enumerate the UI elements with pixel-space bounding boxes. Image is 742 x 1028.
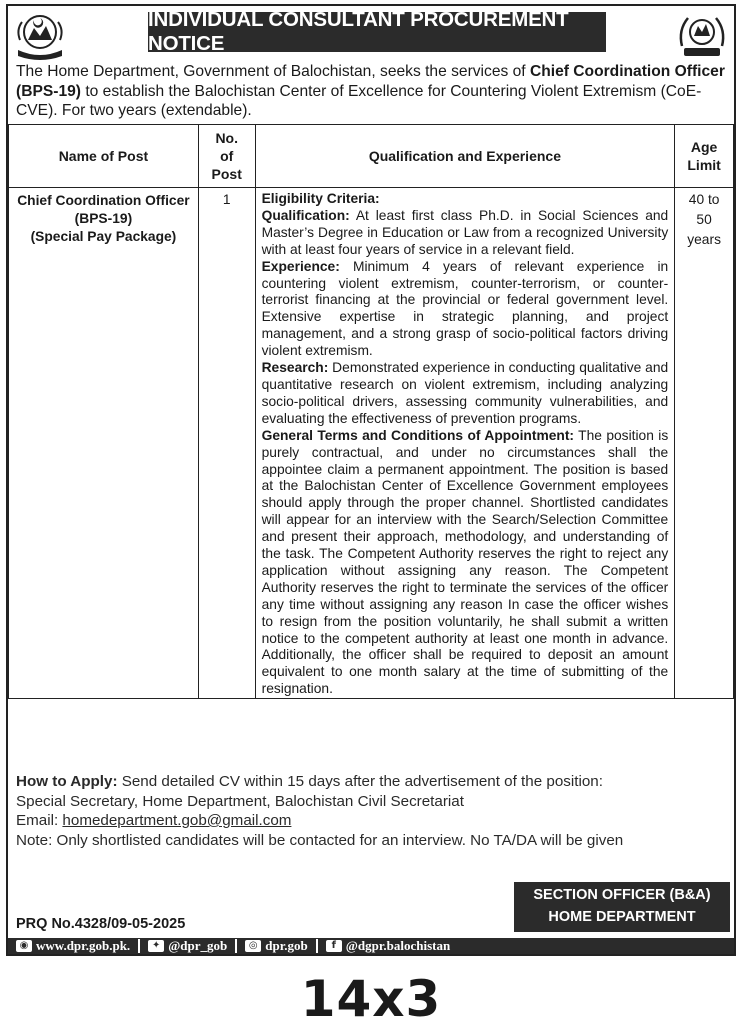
post-name-line1: Chief Coordination Officer — [17, 193, 190, 208]
experience-label: Experience: — [261, 258, 340, 274]
footer-twitter-text: @dpr_gob — [168, 938, 228, 953]
qualification-label: Qualification: — [261, 207, 350, 223]
intro-text-1: The Home Department, Government of Balochistan, seeks the services of — [16, 63, 530, 80]
header-no-line1: No. — [215, 130, 238, 146]
header-qualification: Qualification and Experience — [255, 125, 675, 188]
footer-instagram-text: dpr.gob — [265, 938, 308, 953]
research-label: Research: — [261, 360, 329, 376]
signature-box — [514, 882, 730, 932]
header-age-line1: Age — [690, 139, 718, 155]
research-paragraph — [262, 360, 669, 428]
email-link[interactable]: homedepartment.gob@gmail.com — [62, 812, 292, 829]
age-line2: 50 — [696, 212, 712, 227]
intro-paragraph — [16, 62, 730, 121]
terms-label: General Terms and Conditions of Appointment: — [261, 427, 575, 443]
signature-line1: SECTION OFFICER (B&A) — [533, 887, 711, 903]
post-count-cell: 1 — [198, 188, 255, 699]
apply-address: Special Secretary, Home Department, Balochistan Civil Secretariat — [16, 792, 464, 810]
post-name-line2: (BPS-19) — [74, 211, 133, 226]
intro-post-title: Chief Coordination Officer (BPS-19) — [16, 63, 725, 100]
table-header-row — [9, 125, 734, 188]
globe-icon: ◉ — [16, 940, 32, 952]
footer-website-text: www.dpr.gob.pk. — [36, 938, 131, 953]
experience-paragraph — [262, 259, 669, 360]
posts-table — [8, 124, 734, 699]
header-age-line2: Limit — [687, 157, 721, 173]
qualification-text: At least first class Ph.D. in Social Sciences and Master’s Degree in Education or Law from a recognized University with at least four years of service in a relevant field. — [261, 207, 669, 257]
ad-size-label: 14x3 — [300, 970, 442, 1028]
header-age-limit — [675, 125, 734, 188]
footer-website[interactable] — [8, 938, 138, 954]
notice-title: INDIVIDUAL CONSULTANT PROCUREMENT NOTICE — [148, 12, 606, 52]
qualification-cell — [255, 188, 675, 699]
apply-instruction — [16, 772, 732, 792]
eligibility-heading: Eligibility Criteria: — [261, 191, 380, 206]
experience-text: Minimum 4 years of relevant experience in countering violent extremism, counter-terrorism, or counter-terrorist financing at the provincial or federal government level. Extensive expertise in strategic planning, and project management, and a strong grasp of socio-political factors driving violent extremism. — [261, 258, 669, 359]
terms-text: The position is purely contractual, and under no circumstances shall the appointee claim a permanent appointment. The position is based at the Balochistan Center of Excellence Government employees should apply through the proper channel. Shortlisted candidates will appear for an interview with the Search/Selection Committee and present their approach, methodology, and understanding of the task. The Competent Authority reserves the right to reject any application without assigning any reason. The Competent Authority reserves the right to terminate the services of the officer any time without assigning any reason In case the officer wishes to resign from the position voluntarily, he shall submit a written notice to the competent authority at least one month in advance. Additionally, the officer shall be required to deposit an amount equivalent to one month salary at the time of submitting of the resignation. — [261, 427, 669, 697]
footer-facebook[interactable] — [318, 938, 458, 954]
prq-number: PRQ No.4328/09-05-2025 — [16, 916, 186, 932]
footer-instagram[interactable] — [237, 938, 316, 954]
facebook-icon: f — [326, 940, 342, 952]
twitter-icon: ✦ — [148, 940, 164, 952]
terms-paragraph — [262, 428, 669, 699]
header-no-line3: Post — [211, 166, 242, 182]
footer-facebook-text: @dgpr.balochistan — [345, 938, 451, 953]
header-no-line2: of — [220, 148, 234, 164]
home-department-emblem-icon — [674, 10, 730, 62]
age-limit-cell — [675, 188, 734, 699]
age-line1: 40 to — [688, 192, 720, 207]
balochistan-emblem-icon — [12, 10, 68, 62]
apply-label: How to Apply: — [16, 773, 118, 790]
table-row — [9, 188, 734, 699]
qualification-paragraph — [262, 208, 669, 259]
header-no-of-post — [198, 125, 255, 188]
research-text: Demonstrated experience in conducting qualitative and quantitative research on violent extremism, including analyzing socio-political drivers, assessing community vulnerabilities, and evaluating the effectiveness of prevention programs. — [261, 360, 669, 426]
apply-text: Send detailed CV within 15 days after the advertisement of the position: — [117, 773, 603, 790]
instagram-icon: ◎ — [245, 940, 261, 952]
footer-twitter[interactable] — [140, 938, 235, 954]
signature-line2: HOME DEPARTMENT — [548, 909, 696, 925]
post-name-line3: (Special Pay Package) — [30, 229, 177, 244]
age-line3: years — [687, 232, 721, 247]
notice-frame — [6, 4, 736, 956]
intro-text-2: to establish the Balochistan Center of Excellence for Countering Violent Extremism (CoE-CVE). For two years (extendable). — [16, 82, 702, 119]
post-name-cell — [9, 188, 199, 699]
how-to-apply-section — [16, 772, 732, 850]
apply-email-line — [16, 811, 732, 831]
email-label: Email: — [16, 812, 63, 829]
footer-bar — [8, 938, 734, 954]
header-name-of-post: Name of Post — [9, 125, 199, 188]
apply-note: Note: Only shortlisted candidates will be contacted for an interview. No TA/DA will be given — [16, 831, 624, 849]
